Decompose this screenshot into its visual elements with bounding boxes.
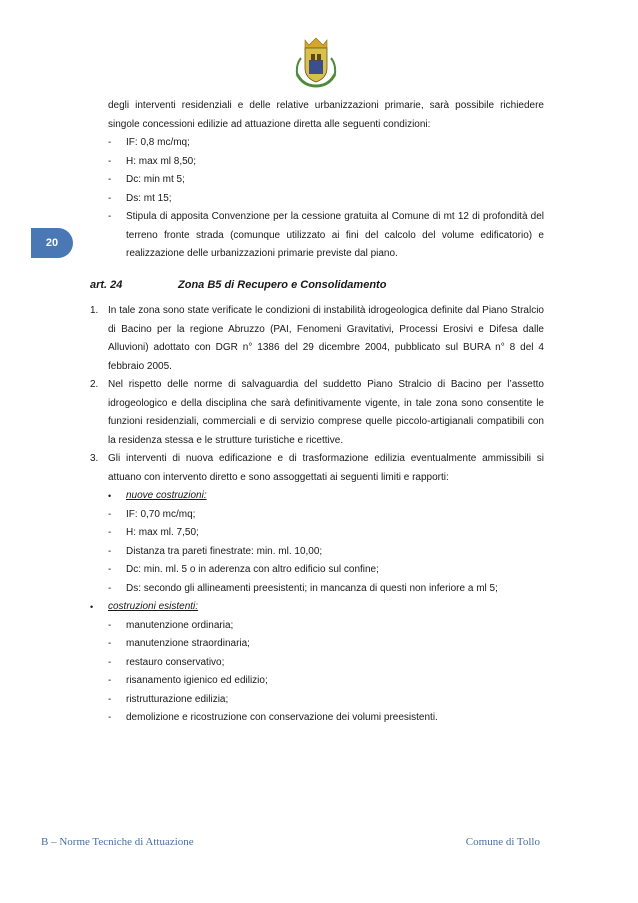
list-item: - H: max ml. 7,50;	[108, 527, 199, 538]
existing-buildings-section	[90, 598, 544, 728]
list-item: - risanamento igienico ed edilizio;	[108, 675, 268, 686]
list-item: - manutenzione ordinaria;	[108, 619, 234, 631]
footer-document-title: B – Norme Tecniche di Attuazione	[41, 836, 194, 848]
list-item: - IF: 0,8 mc/mq;	[108, 137, 190, 148]
numbered-paragraph: 3. Gli interventi di nuova edificazione e di trasformazione edilizia eventualmente ammissibili si attuano con intervento diretto e sono assoggettati ai seguenti limiti e rapporti:	[90, 453, 544, 483]
list-item: - manutenzione straordinaria;	[108, 638, 250, 649]
list-item: - restauro conservativo;	[108, 656, 225, 668]
footer-municipality: Comune di Tollo	[465, 836, 540, 848]
article-heading	[90, 276, 544, 295]
list-item: - demolizione e ricostruzione con conservazione dei volumi preesistenti.	[108, 712, 438, 723]
list-item: - Distanza tra pareti finestrate: min. ml. 10,00;	[108, 545, 323, 557]
document-body	[90, 97, 544, 728]
bullet-heading: • nuove costruzioni:	[108, 490, 207, 501]
list-item: - ristrutturazione edilizia;	[108, 693, 229, 705]
bullet-heading: • costruzioni esistenti:	[90, 601, 199, 612]
article-title: Zona B5 di Recupero e Consolidamento	[178, 278, 387, 291]
numbered-paragraph: 2. Nel rispetto delle norme di salvaguardia del suddetto Piano Stralcio di Bacino per l’assetto idrogeologico e della disciplina che sarà definitivamente vigente, in tale zona sono consentite le funzioni residenziali, commerciali e di servizio comprese quelle piccolo-artigianali compatibili con la residenza stessa e le strutture turistiche e ricettive.	[90, 379, 544, 446]
numbered-paragraph: 1. In tale zona sono state verificate le condizioni di instabilità idrogeologica definite dal Piano Stralcio di Bacino per la regione Abruzzo (PAI, Fenomeni Gravitativi, Processi Erosivi e Difesa dalle Alluvioni) adottato con DGR n° 1386 del 29 dicembre 2004, pubblicato sul BURA n° 8 del 4 febbraio 2005.	[90, 305, 544, 372]
new-buildings-section	[90, 487, 544, 598]
list-item: - Ds: mt 15;	[108, 192, 172, 204]
intro-conditions-list	[90, 134, 544, 264]
article-number: art. 24	[90, 278, 123, 291]
page-number-badge	[31, 228, 73, 258]
list-item: - Stipula di apposita Convenzione per la cessione gratuita al Comune di mt 12 di profondità del terreno fronte strada (comunque utilizzato ai fini del calcolo del volume edificatorio) e realizzazione delle urbanizzazioni primarie previste dal piano.	[108, 211, 544, 259]
list-item: - H: max ml 8,50;	[108, 155, 197, 167]
page-number: 20	[45, 237, 59, 249]
list-item: - Dc: min mt 5;	[108, 174, 185, 185]
municipal-crest-icon	[293, 36, 339, 88]
list-item: - IF: 0,70 mc/mq;	[108, 508, 196, 520]
intro-paragraph: degli interventi residenziali e delle relative urbanizzazioni primarie, sarà possibile richiedere singole concessioni edilizie ad attuazione diretta alle seguenti condizioni:	[108, 100, 544, 130]
list-item: - Dc: min. ml. 5 o in aderenza con altro edificio sul confine;	[108, 564, 379, 575]
list-item: - Ds: secondo gli allineamenti preesistenti; in mancanza di questi non inferiore a ml 5;	[108, 582, 498, 594]
